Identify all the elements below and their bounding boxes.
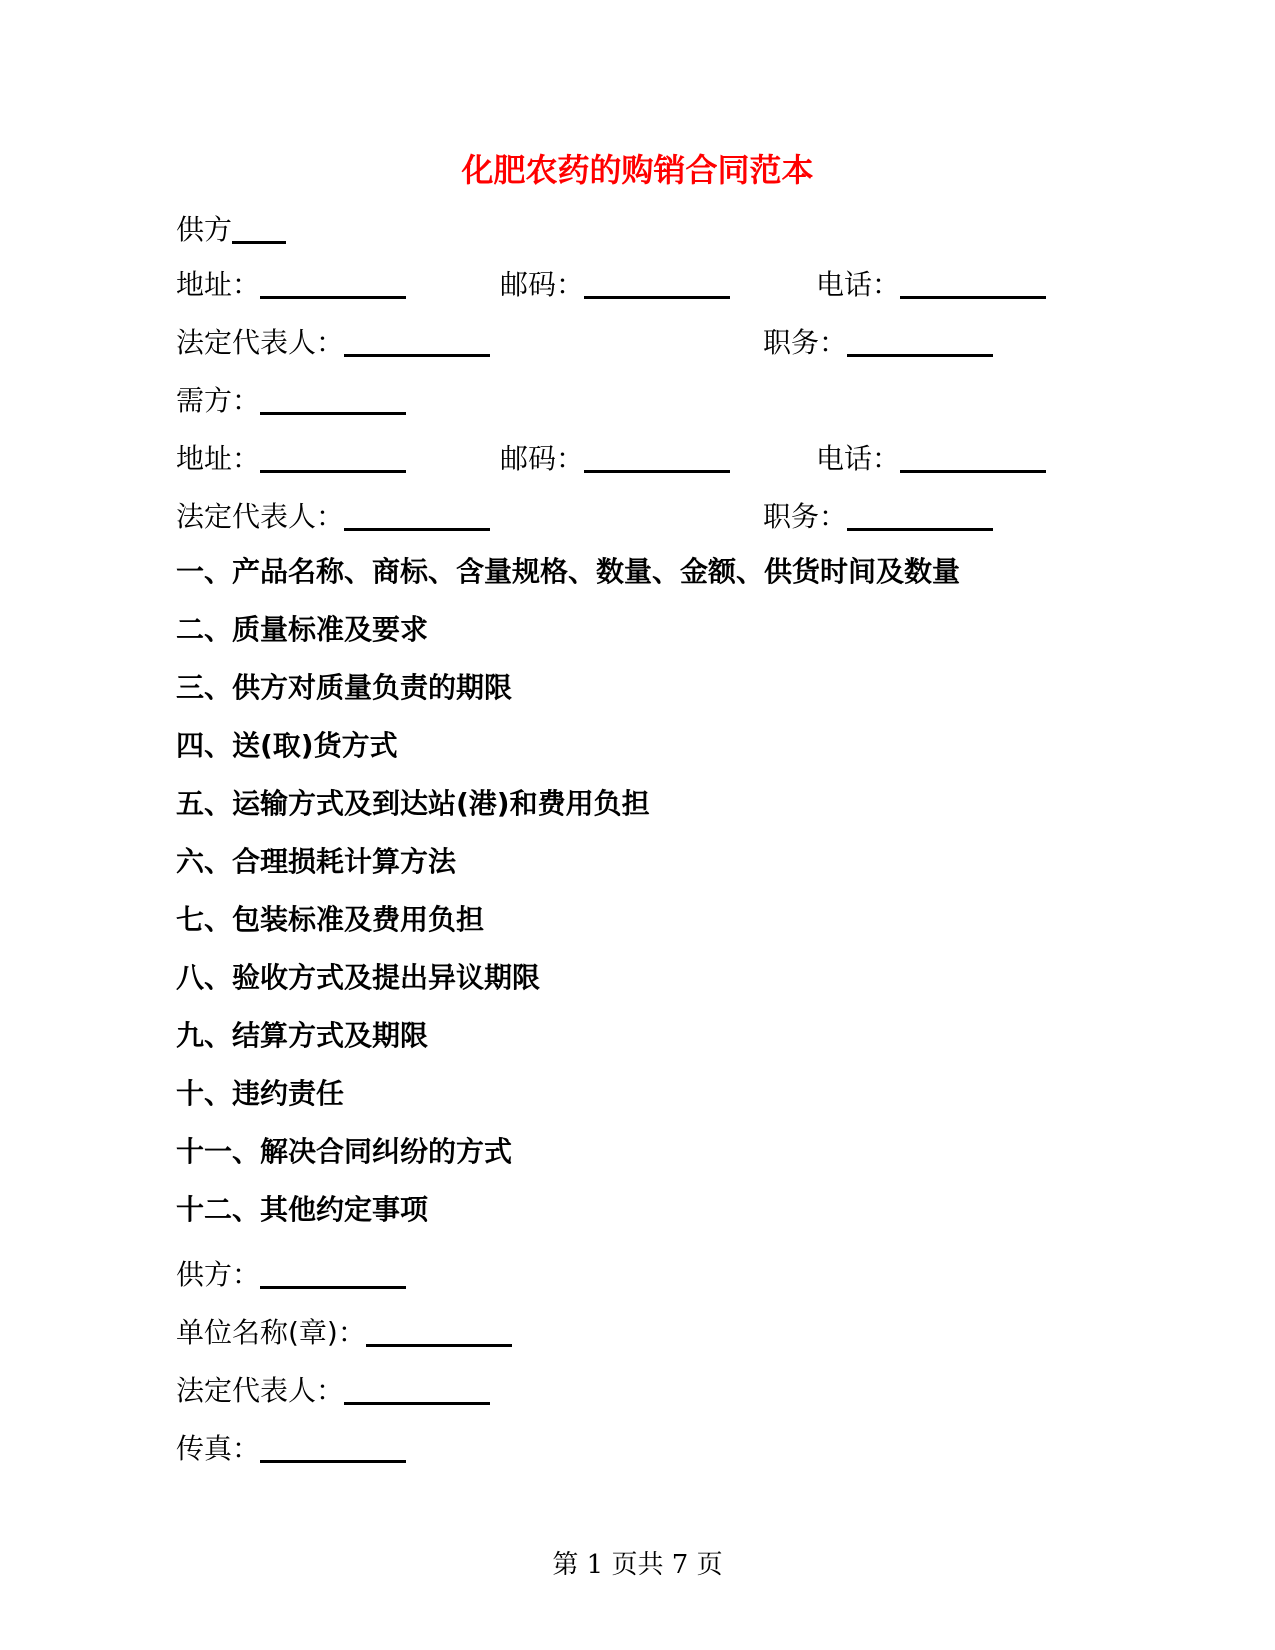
signature-fax-field [176, 1426, 406, 1469]
section-heading: 三、供方对质量负责的期限 [176, 671, 513, 704]
buyer-legal-rep-blank[interactable] [344, 494, 490, 531]
signature-unit-name-field [176, 1310, 512, 1353]
supplier-position-blank[interactable] [847, 320, 993, 357]
position-label: 职务： [763, 326, 848, 359]
buyer-field [176, 378, 406, 421]
buyer-postcode-field [500, 436, 730, 479]
phone-label: 电话： [816, 268, 901, 301]
address-label: 地址： [176, 268, 261, 301]
signature-supplier-label: 供方： [176, 1258, 261, 1291]
supplier-postcode-blank[interactable] [584, 262, 730, 299]
supplier-address-blank[interactable] [260, 262, 406, 299]
supplier-address-field [176, 262, 406, 305]
supplier-blank[interactable] [232, 207, 286, 244]
address-label: 地址： [176, 442, 261, 475]
supplier-legal-rep-blank[interactable] [344, 320, 490, 357]
buyer-postcode-blank[interactable] [584, 436, 730, 473]
section-heading: 七、包装标准及费用负担 [176, 903, 485, 936]
legal-rep-label: 法定代表人： [176, 500, 345, 533]
signature-fax-label: 传真： [176, 1432, 261, 1465]
section-heading: 十一、解决合同纠纷的方式 [176, 1135, 513, 1168]
signature-legal-rep-label: 法定代表人： [176, 1374, 345, 1407]
signature-unit-name-blank[interactable] [366, 1310, 512, 1347]
buyer-address-blank[interactable] [260, 436, 406, 473]
section-heading: 六、合理损耗计算方法 [176, 845, 457, 878]
supplier-phone-field [816, 262, 1046, 305]
signature-legal-rep-blank[interactable] [344, 1368, 490, 1405]
buyer-legal-rep-field [176, 494, 490, 537]
supplier-label: 供方 [176, 213, 233, 246]
section-heading: 四、送(取)货方式 [176, 729, 398, 762]
signature-supplier-blank[interactable] [260, 1252, 406, 1289]
section-heading: 九、结算方式及期限 [176, 1019, 429, 1052]
page-footer: 第 1 页共 7 页 [552, 1550, 723, 1580]
buyer-position-field [763, 494, 993, 537]
supplier-postcode-field [500, 262, 730, 305]
buyer-address-field [176, 436, 406, 479]
supplier-line [176, 207, 286, 250]
buyer-phone-field [816, 436, 1046, 479]
document-title: 化肥农药的购销合同范本 [461, 151, 814, 189]
signature-supplier-field [176, 1252, 406, 1295]
supplier-position-field [763, 320, 993, 363]
postcode-label: 邮码： [500, 268, 585, 301]
section-heading: 二、质量标准及要求 [176, 613, 429, 646]
buyer-phone-blank[interactable] [900, 436, 1046, 473]
section-heading: 八、验收方式及提出异议期限 [176, 961, 541, 994]
postcode-label: 邮码： [500, 442, 585, 475]
section-heading: 十、违约责任 [176, 1077, 345, 1110]
section-heading: 一、产品名称、商标、含量规格、数量、金额、供货时间及数量 [176, 555, 961, 588]
buyer-label: 需方： [176, 384, 261, 417]
phone-label: 电话： [816, 442, 901, 475]
buyer-position-blank[interactable] [847, 494, 993, 531]
position-label: 职务： [763, 500, 848, 533]
signature-legal-rep-field [176, 1368, 490, 1411]
buyer-blank[interactable] [260, 378, 406, 415]
signature-fax-blank[interactable] [260, 1426, 406, 1463]
legal-rep-label: 法定代表人： [176, 326, 345, 359]
supplier-legal-rep-field [176, 320, 490, 363]
section-heading: 五、运输方式及到达站(港)和费用负担 [176, 787, 650, 820]
supplier-phone-blank[interactable] [900, 262, 1046, 299]
section-heading: 十二、其他约定事项 [176, 1193, 429, 1226]
signature-unit-name-label: 单位名称(章)： [176, 1316, 366, 1349]
